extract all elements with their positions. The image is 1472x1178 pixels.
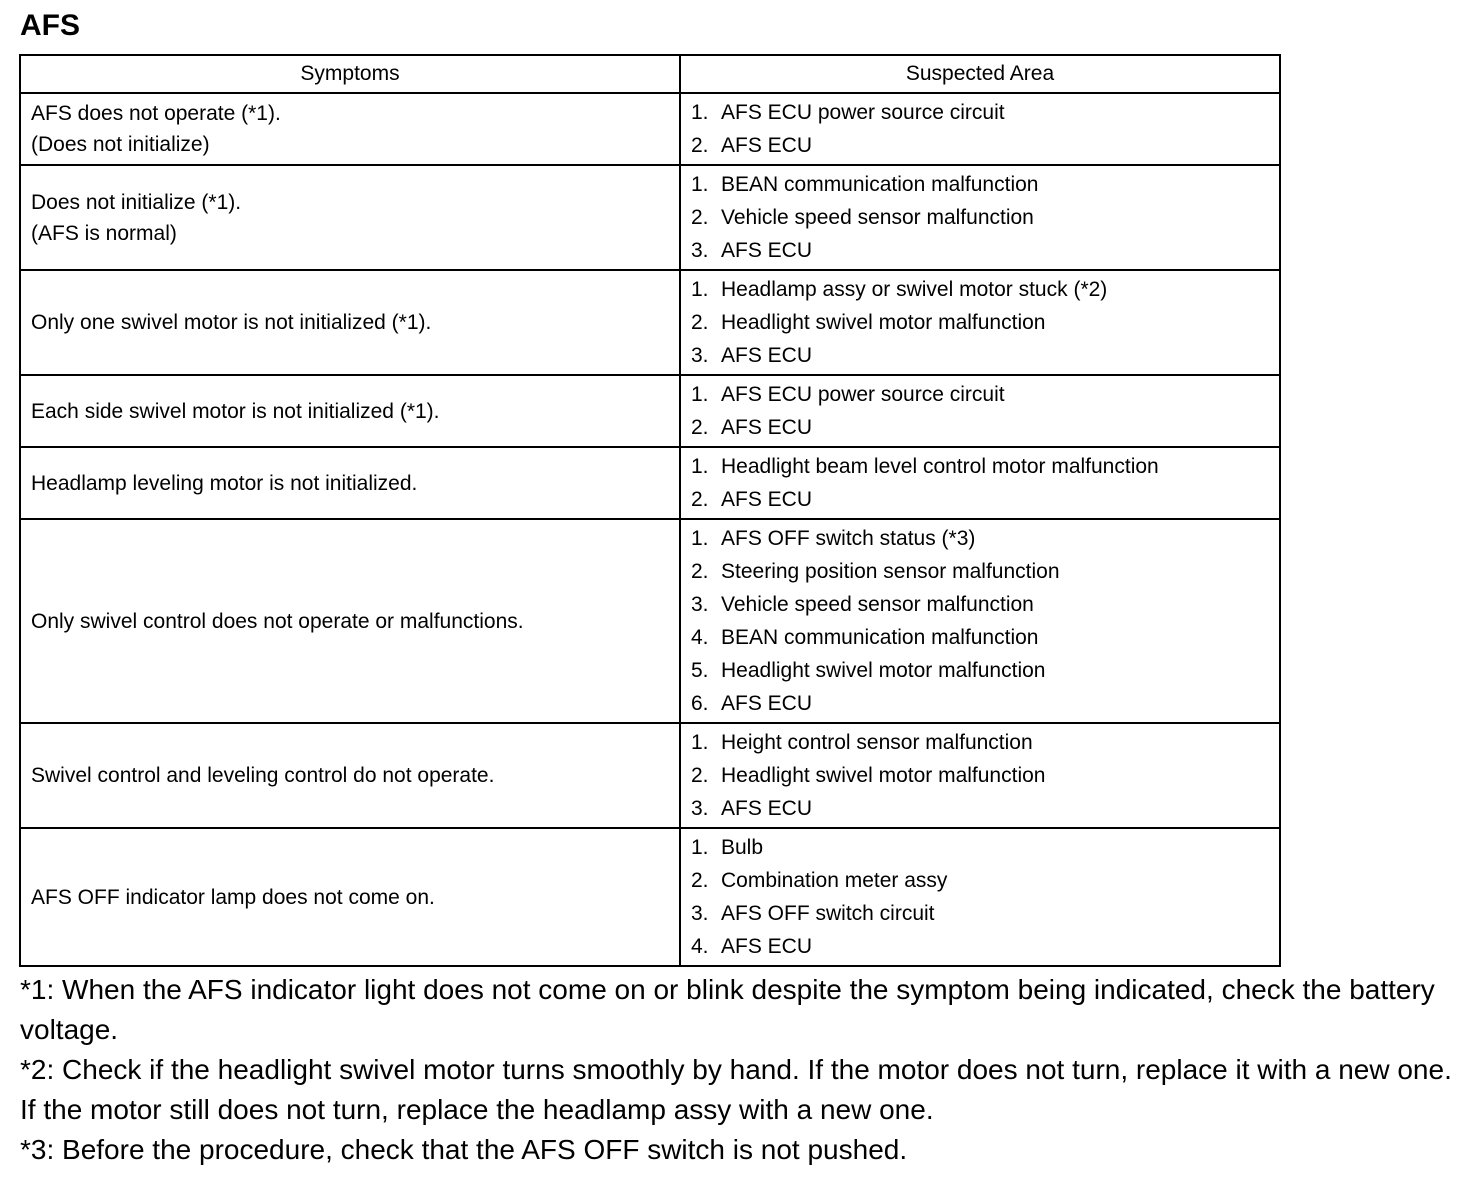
item-text: AFS ECU [721,239,813,262]
item-text: AFS ECU [721,416,813,439]
table-row [20,93,1280,165]
item-number: 3. [691,797,709,820]
suspected-area-cell [680,93,1280,165]
suspected-area-item [691,522,1269,555]
symptom-cell [20,93,680,165]
item-number: 4. [691,935,709,958]
suspected-area-item [691,306,1269,339]
symptom-cell [20,270,680,375]
item-text: AFS ECU [721,134,813,157]
item-number: 1. [691,101,709,124]
suspected-area-item [691,234,1269,267]
item-number: 3. [691,902,709,925]
suspected-area-item [691,411,1269,444]
item-number: 2. [691,764,709,787]
item-number: 2. [691,311,709,334]
column-header-symptoms: Symptoms [20,55,680,93]
page-title: AFS [20,9,80,42]
symptom-cell [20,828,680,966]
item-number: 1. [691,278,709,301]
item-text: AFS OFF switch circuit [721,902,935,925]
column-header-suspected-area: Suspected Area [680,55,1280,93]
item-number: 4. [691,626,709,649]
symptom-text: Only one swivel motor is not initialized (*1). [31,311,432,334]
item-number: 2. [691,488,709,511]
item-text: Headlight swivel motor malfunction [721,659,1046,682]
table-header-row [20,55,1280,93]
suspected-area-item [691,759,1269,792]
item-text: AFS ECU [721,797,813,820]
footnote-1: *1: When the AFS indicator light does not come on or blink despite the symptom being indicated, check the battery voltage. [20,974,1435,1045]
suspected-area-item [691,450,1269,483]
item-number: 1. [691,836,709,859]
item-number: 1. [691,173,709,196]
suspected-area-item [691,339,1269,372]
symptom-text: Does not initialize (*1). [31,190,242,214]
table-row [20,723,1280,828]
item-text: Headlight swivel motor malfunction [721,764,1046,787]
symptom-cell [20,375,680,447]
suspected-area-item [691,483,1269,516]
suspected-area-item [691,897,1269,930]
item-text: BEAN communication malfunction [721,626,1039,649]
item-text: Vehicle speed sensor malfunction [721,206,1034,229]
table-row [20,519,1280,723]
suspected-area-item [691,831,1269,864]
symptom-text: Headlamp leveling motor is not initialized. [31,471,418,495]
table-row [20,447,1280,519]
item-text: Height control sensor malfunction [721,731,1033,754]
table-row [20,270,1280,375]
symptom-text: Swivel control and leveling control do not operate. [31,764,495,787]
item-text: AFS ECU [721,488,813,511]
item-text: Steering position sensor malfunction [721,560,1060,583]
item-text: AFS ECU power source circuit [721,101,1005,124]
suspected-area-cell [680,723,1280,828]
symptom-text: Only swivel control does not operate or malfunctions. [31,609,524,633]
item-text: Combination meter assy [721,869,948,892]
item-text: AFS OFF switch status (*3) [721,527,976,550]
item-text: Headlight swivel motor malfunction [721,311,1046,334]
symptom-text: AFS OFF indicator lamp does not come on. [31,885,435,909]
item-text: Headlight beam level control motor malfunction [721,455,1159,478]
suspected-area-cell [680,447,1280,519]
item-number: 1. [691,455,709,478]
item-number: 1. [691,383,709,406]
item-number: 1. [691,731,709,754]
item-number: 3. [691,593,709,616]
item-number: 3. [691,344,709,367]
item-text: AFS ECU [721,344,813,367]
item-number: 2. [691,869,709,892]
item-number: 5. [691,659,709,682]
footnotes [20,970,1460,1170]
item-number: 2. [691,560,709,583]
symptom-text: (Does not initialize) [31,133,210,156]
suspected-area-item [691,273,1269,306]
suspected-area-item [691,129,1269,162]
table-row [20,375,1280,447]
symptom-text: Each side swivel motor is not initialized (*1). [31,399,440,423]
suspected-area-item [691,378,1269,411]
item-number: 2. [691,416,709,439]
item-number: 3. [691,239,709,262]
suspected-area-item [691,864,1269,897]
item-text: Headlamp assy or swivel motor stuck (*2) [721,278,1108,301]
suspected-area-item [691,792,1269,825]
symptom-cell [20,165,680,270]
suspected-area-item [691,621,1269,654]
symptom-text: (AFS is normal) [31,221,177,245]
problem-symptoms-table [19,54,1281,967]
suspected-area-cell [680,270,1280,375]
table-row [20,165,1280,270]
item-text: Bulb [721,836,764,859]
item-number: 2. [691,134,709,157]
item-number: 1. [691,527,709,550]
suspected-area-item [691,654,1269,687]
suspected-area-item [691,555,1269,588]
diagnosis-table-container [19,54,1279,967]
suspected-area-item [691,96,1269,129]
suspected-area-item [691,930,1269,963]
symptom-cell [20,723,680,828]
suspected-area-cell [680,165,1280,270]
suspected-area-cell [680,519,1280,723]
suspected-area-item [691,588,1269,621]
item-text: Vehicle speed sensor malfunction [721,593,1034,616]
item-text: AFS ECU [721,935,813,958]
item-text: AFS ECU power source circuit [721,383,1005,406]
table-body [20,93,1280,966]
item-number: 2. [691,206,709,229]
item-number: 6. [691,692,709,715]
symptom-text: AFS does not operate (*1). [31,102,281,125]
footnote-3: *3: Before the procedure, check that the AFS OFF switch is not pushed. [20,1134,908,1165]
symptom-cell [20,447,680,519]
suspected-area-item [691,687,1269,720]
suspected-area-item [691,726,1269,759]
item-text: BEAN communication malfunction [721,173,1039,196]
suspected-area-cell [680,828,1280,966]
symptom-cell [20,519,680,723]
suspected-area-cell [680,375,1280,447]
suspected-area-item [691,201,1269,234]
item-text: AFS ECU [721,692,813,715]
suspected-area-item [691,168,1269,201]
table-row [20,828,1280,966]
footnote-2: *2: Check if the headlight swivel motor turns smoothly by hand. If the motor does not turn, replace it with a new one. If the motor still does not turn, replace the headlamp assy with a new one. [20,1054,1452,1125]
